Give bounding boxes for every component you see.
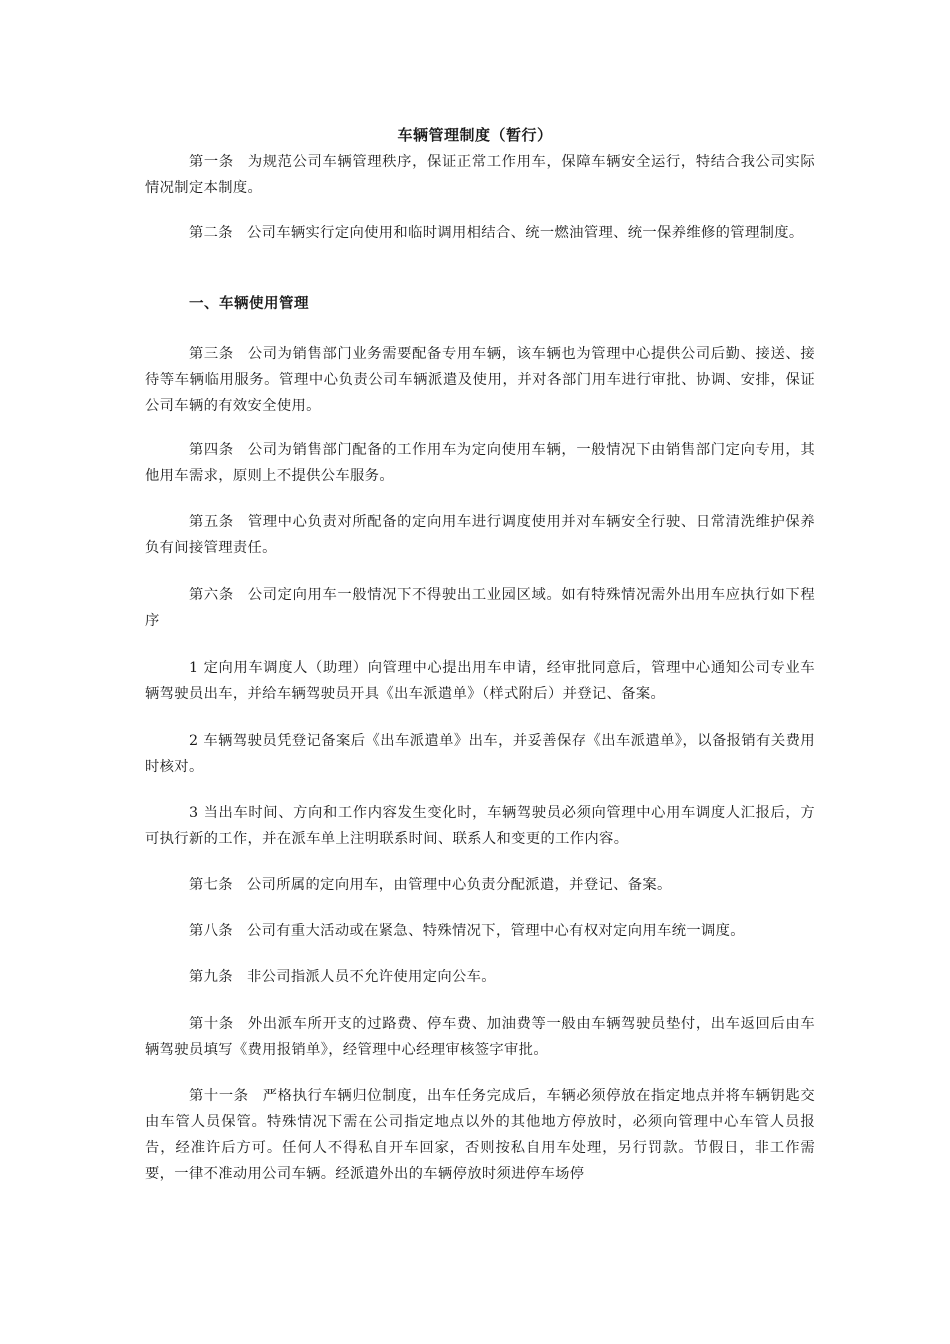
article-text: 公司定向用车一般情况下不得驶出工业园区域。如有特殊情况需外出用车应执行如下程序: [145, 587, 815, 629]
article-text: 公司车辆实行定向使用和临时调用相结合、统一燃油管理、统一保养维修的管理制度。: [246, 225, 804, 241]
article-label: 第五条: [189, 514, 234, 530]
article-text: 公司为销售部门业务需要配备专用车辆，该车辆也为管理中心提供公司后勤、接送、接待等车辆临用服务。管理中心负责公司车辆派遣及使用，并对各部门用车进行审批、协调、安排，保证公司车辆的有效安全使用。: [145, 346, 815, 414]
article-label: 第六条: [189, 587, 234, 603]
article-6: [145, 582, 815, 634]
article-text: 为规范公司车辆管理秩序，保证正常工作用车，保障车辆安全运行，特结合我公司实际情况制定本制度。: [145, 154, 815, 196]
procedure-step-2: 2 车辆驾驶员凭登记备案后《出车派遣单》出车，并妥善保存《出车派遣单》，以备报销有关费用时核对。: [145, 733, 815, 775]
article-10: [145, 1011, 815, 1063]
article-5: [145, 509, 815, 561]
article-label: 第四条: [189, 442, 234, 458]
article-text: 外出派车所开支的过路费、停车费、加油费等一般由车辆驾驶员垫付，出车返回后由车辆驾驶员填写《费用报销单》，经管理中心经理审核签字审批。: [145, 1016, 815, 1058]
article-label: 第十条: [189, 1016, 234, 1032]
article-text: 非公司指派人员不允许使用定向公车。: [246, 969, 496, 985]
article-text: 严格执行车辆归位制度，出车任务完成后，车辆必须停放在指定地点并将车辆钥匙交由车管人员保管。特殊情况下需在公司指定地点以外的其他地方停放时，必须向管理中心车管人员报告，经准许后方可。任何人不得私自开车回家，否则按私自用车处理，另行罚款。节假日，非工作需要，一律不准动用公司车辆。经派遣外出的车辆停放时须进停车场停: [145, 1088, 815, 1182]
article-label: 第二条: [189, 225, 233, 241]
section-heading: 一、车辆使用管理: [189, 296, 309, 312]
article-label: 第七条: [189, 877, 233, 893]
article-2: [145, 220, 815, 246]
article-text: 管理中心负责对所配备的定向用车进行调度使用并对车辆安全行驶、日常清洗维护保养负有间接管理责任。: [145, 514, 815, 556]
article-9: [145, 964, 815, 990]
article-label: 第九条: [189, 969, 233, 985]
article-4: [145, 437, 815, 489]
document-title: 车辆管理制度（暂行）: [397, 126, 553, 144]
procedure-step-3: 3 当出车时间、方向和工作内容发生变化时，车辆驾驶员必须向管理中心用车调度人汇报后，方可执行新的工作，并在派车单上注明联系时间、联系人和变更的工作内容。: [145, 805, 815, 847]
article-11: [145, 1083, 815, 1187]
article-3: [145, 341, 815, 419]
article-text: 公司有重大活动或在紧急、特殊情况下，管理中心有权对定向用车统一调度。: [246, 923, 745, 939]
article-text: 公司所属的定向用车，由管理中心负责分配派遣，并登记、备案。: [246, 877, 672, 893]
article-1: [145, 149, 815, 201]
procedure-step-1: 1 定向用车调度人（助理）向管理中心提出用车申请，经审批同意后，管理中心通知公司专业车辆驾驶员出车，并给车辆驾驶员开具《出车派遣单》（样式附后）并登记、备案。: [145, 660, 815, 702]
article-7: [145, 872, 815, 898]
article-label: 第十一条: [189, 1088, 249, 1104]
article-label: 第一条: [189, 154, 234, 170]
article-label: 第三条: [189, 346, 234, 362]
article-text: 公司为销售部门配备的工作用车为定向使用车辆，一般情况下由销售部门定向专用，其他用车需求，原则上不提供公车服务。: [145, 442, 815, 484]
article-8: [145, 918, 815, 944]
article-label: 第八条: [189, 923, 233, 939]
